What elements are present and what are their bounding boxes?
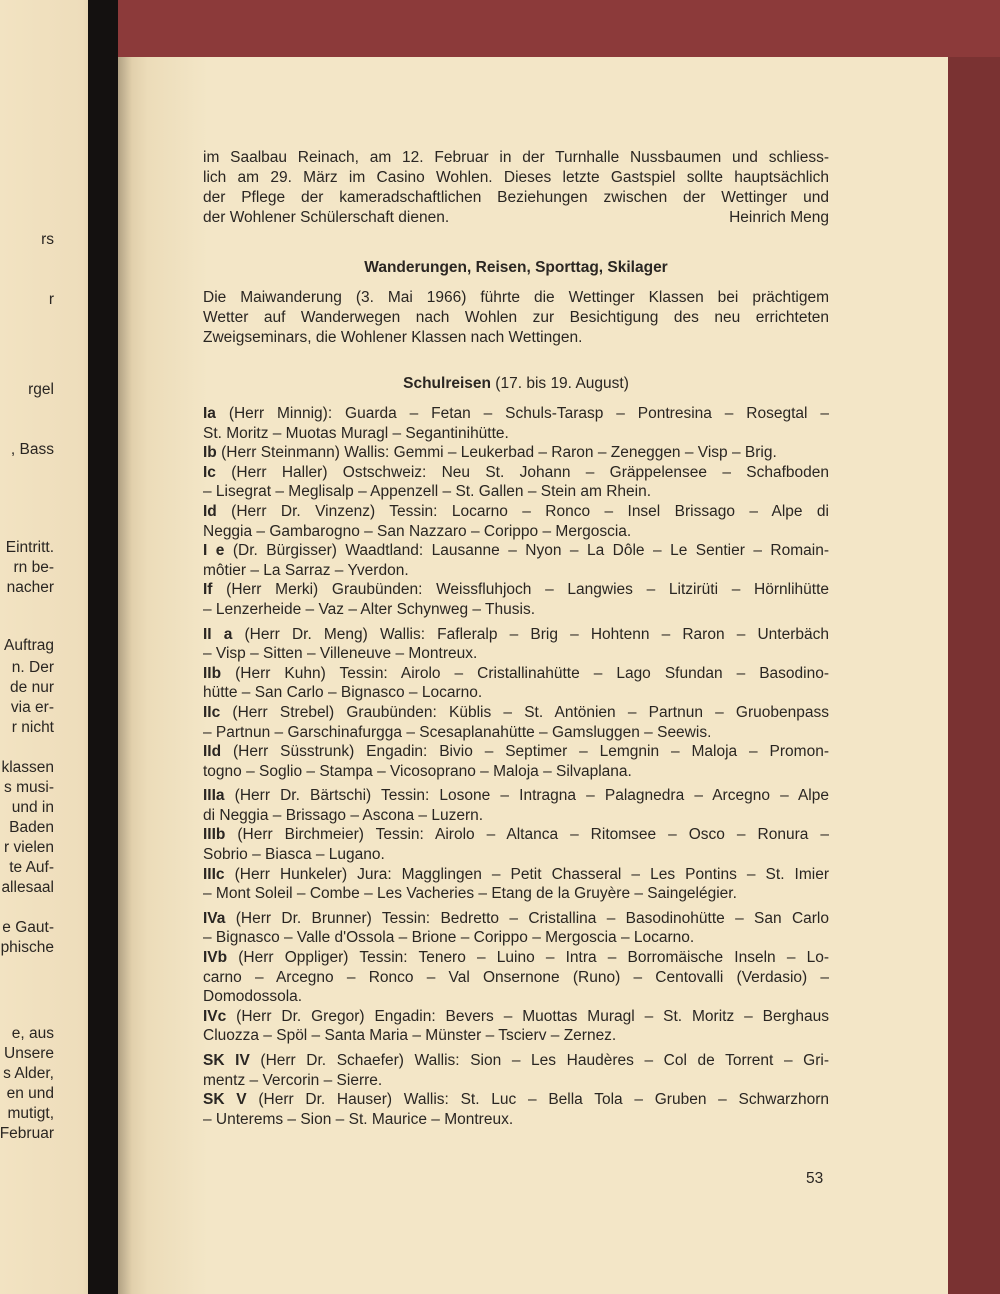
book-cover-right — [948, 57, 1000, 1294]
route-text: – Unterems – Sion – St. Maurice – Montreux. — [203, 1110, 514, 1128]
route-text: togno – Soglio – Stampa – Vicosoprano – Maloja – Silvaplana. — [203, 762, 632, 780]
route-text: (Herr Kuhn) Tessin: Airolo – Cristallinahütte – Lago Sfundan – Basodino- — [221, 664, 829, 682]
class-label: Id — [203, 502, 217, 520]
tour-entry-line — [203, 948, 829, 968]
tour-entry-line — [203, 561, 829, 581]
left-page-fragment: n. Der — [11, 659, 54, 676]
left-page-fragment: r nicht — [11, 719, 54, 736]
schulreisen-heading-bold: Schulreisen — [403, 375, 491, 392]
tour-entry — [203, 703, 829, 742]
left-page-fragment: en und — [6, 1085, 54, 1102]
tour-entry-line — [203, 703, 829, 723]
tour-entry — [203, 1090, 829, 1129]
tour-entry-line — [203, 522, 829, 542]
tour-entry — [203, 580, 829, 619]
tour-entry-line — [203, 1051, 829, 1071]
route-text: (Herr Dr. Schaefer) Wallis: Sion – Les Haudères – Col de Torrent – Gri- — [249, 1052, 830, 1069]
tour-entry-line — [203, 644, 829, 664]
route-text: (Herr Süsstrunk) Engadin: Bivio – Septimer – Lemgnin – Maloja – Promon- — [221, 743, 829, 761]
class-label: IVc — [203, 1007, 227, 1025]
route-text: carno – Arcegno – Ronco – Val Onsernone (Runo) – Centovalli (Verdasio) – — [203, 968, 829, 986]
tour-entry-line — [203, 502, 829, 522]
tour-entry-line — [203, 845, 829, 865]
class-label: Ic — [203, 463, 216, 481]
tour-entry-line — [203, 1007, 829, 1027]
route-text: (Herr Birchmeier) Tessin: Airolo – Altanca – Ritomsee – Osco – Ronura – — [225, 826, 829, 844]
left-page-fragment: de nur — [10, 679, 54, 696]
route-text: di Neggia – Brissago – Ascona – Luzern. — [203, 806, 484, 824]
left-page-fragment: , Bass — [10, 441, 54, 458]
left-page-fragment: rs — [41, 231, 54, 248]
left-page-fragment: Eintritt. — [5, 539, 54, 556]
left-page-fragment: s Alder, — [3, 1065, 54, 1082]
section-heading-text: Wanderungen, Reisen, Sporttag, Skilager — [364, 259, 668, 276]
tour-entry — [203, 463, 829, 502]
class-label: IVa — [203, 909, 226, 927]
left-page-fragment: rgel — [28, 381, 54, 398]
maiwanderung-paragraph — [203, 288, 829, 348]
tour-entry-line — [203, 541, 829, 561]
route-text: Sobrio – Biasca – Lugano. — [203, 846, 385, 864]
tour-entry — [203, 443, 829, 463]
left-page-fragment: mutigt, — [7, 1105, 54, 1122]
intro-line: der Wohlener Schülerschaft dienen. — [203, 209, 450, 226]
tour-entry-line — [203, 600, 829, 620]
class-label: IVb — [203, 949, 228, 967]
tour-entry — [203, 502, 829, 541]
tour-entry — [203, 948, 829, 1007]
tour-entry — [203, 1007, 829, 1046]
route-text: (Herr Dr. Gregor) Engadin: Bevers – Muottas Muragl – St. Moritz – Berghaus — [226, 1007, 829, 1025]
left-page-fragment: Februar — [0, 1125, 54, 1142]
left-page-fragment: te Auf- — [9, 859, 54, 876]
tour-entry-line — [203, 825, 829, 845]
book-cover-top — [118, 0, 1000, 57]
tour-entry-line — [203, 884, 829, 904]
tour-entry — [203, 625, 829, 664]
tour-entry-line — [203, 683, 829, 703]
tour-entry-line — [203, 580, 829, 600]
left-page-fragment: e, aus — [11, 1025, 54, 1042]
route-text: – Mont Soleil – Combe – Les Vacheries – Etang de la Gruyère – Saingelégier. — [203, 885, 737, 903]
class-label: IIIb — [203, 826, 226, 844]
route-text: (Dr. Bürgisser) Waadtland: Lausanne – Nyon – La Dôle – Le Sentier – Romain- — [224, 542, 829, 560]
route-text: Neggia – Gambarogno – San Nazzaro – Corippo – Mergoscia. — [203, 522, 632, 540]
class-label: Ia — [203, 405, 216, 422]
route-text: (Herr Dr. Meng) Wallis: Fafleralp – Brig – Hohtenn – Raron – Unterbäch — [232, 625, 829, 643]
page-number: 53 — [806, 1170, 824, 1187]
tour-entry-line — [203, 482, 829, 502]
left-page-fragment: rn be- — [13, 559, 54, 576]
section-heading — [203, 258, 829, 278]
class-label: If — [203, 581, 213, 599]
route-text: St. Moritz – Muotas Muragl – Segantinihütte. — [203, 424, 509, 442]
tour-entry — [203, 664, 829, 703]
intro-line: im Saalbau Reinach, am 12. Februar in der Turnhalle Nussbaumen und schliess- — [203, 149, 829, 166]
tour-entry — [203, 825, 829, 864]
route-text: (Herr Dr. Hauser) Wallis: St. Luc – Bella Tola – Gruben – Schwarzhorn — [246, 1091, 829, 1109]
left-page-fragment: s musi- — [4, 779, 54, 796]
route-text: – Lenzerheide – Vaz – Alter Schynweg – Thusis. — [203, 600, 536, 618]
tour-entry — [203, 786, 829, 825]
tour-entry-line — [203, 762, 829, 782]
route-text: (Herr Dr. Bärtschi) Tessin: Losone – Intragna – Palagnedra – Arcegno – Alpe — [224, 787, 829, 805]
left-page-fragment: Unsere — [4, 1045, 54, 1062]
tour-entry-line — [203, 625, 829, 645]
route-text: – Partnun – Garschinafurgga – Scesaplanahütte – Gamsluggen – Seewis. — [203, 723, 712, 741]
route-text: (Herr Dr. Vinzenz) Tessin: Locarno – Ronco – Insel Brissago – Alpe di — [216, 502, 829, 520]
tour-entry-line — [203, 987, 829, 1007]
route-text: (Herr Steinmann) Wallis: Gemmi – Leukerbad – Raron – Zeneggen – Visp – Brig. — [216, 444, 777, 462]
book-gutter — [88, 0, 118, 1294]
route-text: (Herr Haller) Ostschweiz: Neu St. Johann – Gräppelensee – Schafboden — [215, 463, 829, 481]
maiwanderung-line: Zweigseminars, die Wohlener Klassen nach Wettingen. — [203, 329, 583, 346]
tour-entry-line — [203, 1090, 829, 1110]
schulreisen-list — [203, 404, 829, 1129]
intro-line: lich am 29. März im Casino Wohlen. Dieses letzte Gastspiel sollte hauptsächlich — [203, 169, 829, 186]
route-text: môtier – La Sarraz – Yverdon. — [203, 561, 409, 579]
schulreisen-heading — [203, 374, 829, 394]
class-label: I e — [203, 542, 225, 560]
route-text: – Bignasco – Valle d'Ossola – Brione – Corippo – Mergoscia – Locarno. — [203, 929, 695, 947]
author-signature: Heinrich Meng — [729, 209, 829, 226]
tour-entry-line — [203, 786, 829, 806]
route-text: Cluozza – Spöl – Santa Maria – Münster – Tscierv – Zernez. — [203, 1027, 617, 1045]
left-page-fragment: klassen — [1, 759, 54, 776]
route-text: Domodossola. — [203, 988, 303, 1006]
intro-paragraph — [203, 148, 829, 228]
tour-entry-line — [203, 742, 829, 762]
tour-entry-line — [203, 968, 829, 988]
class-label: IIIc — [203, 865, 225, 883]
route-text: (Herr Dr. Brunner) Tessin: Bedretto – Cristallina – Basodinohütte – San Carlo — [225, 909, 829, 927]
tour-entry-line — [203, 909, 829, 929]
tour-entry — [203, 865, 829, 904]
left-page-fragment: phische — [0, 939, 54, 956]
class-label: IIb — [203, 664, 222, 682]
tour-entry — [203, 909, 829, 948]
route-text: (Herr Merki) Graubünden: Weissfluhjoch – Langwies – Litzirüti – Hörnlihütte — [212, 581, 829, 599]
tour-entry-line — [203, 424, 829, 444]
route-text: (Herr Strebel) Graubünden: Küblis – St. Antönien – Partnun – Gruobenpass — [220, 703, 829, 721]
tour-entry — [203, 742, 829, 781]
tour-entry-line — [203, 443, 829, 463]
class-label: II a — [203, 625, 233, 643]
class-label: IId — [203, 743, 222, 761]
tour-entry-line — [203, 664, 829, 684]
left-page-fragment: Auftrag — [4, 637, 54, 654]
schulreisen-heading-dates: (17. bis 19. August) — [491, 375, 629, 392]
left-page-fragment: allesaal — [1, 879, 54, 896]
tour-entry-line — [203, 806, 829, 826]
tour-entry-line — [203, 928, 829, 948]
route-text: – Lisegrat – Meglisalp – Appenzell – St. Gallen – Stein am Rhein. — [203, 483, 652, 501]
tour-entry — [203, 1051, 829, 1090]
route-text: (Herr Hunkeler) Jura: Magglingen – Petit Chasseral – Les Pontins – St. Imier — [224, 865, 829, 883]
route-text: hütte – San Carlo – Bignasco – Locarno. — [203, 684, 483, 702]
maiwanderung-line: Die Maiwanderung (3. Mai 1966) führte die Wettinger Klassen bei prächtigem — [203, 289, 829, 306]
left-page-fragment: Baden — [9, 819, 54, 836]
tour-entry-line — [203, 865, 829, 885]
tour-entry — [203, 404, 829, 443]
class-label: SK V — [203, 1091, 247, 1109]
left-page-fragment: r vielen — [4, 839, 54, 856]
left-page-fragment: e Gaut- — [2, 919, 54, 936]
tour-entry-line — [203, 1026, 829, 1046]
route-text: – Visp – Sitten – Villeneuve – Montreux. — [203, 645, 478, 663]
tour-entry-line — [203, 404, 829, 424]
left-page-fragment: via er- — [10, 699, 54, 716]
class-label: IIIa — [203, 787, 225, 805]
left-page-fragment: nacher — [6, 579, 54, 596]
tour-entry-line — [203, 1110, 829, 1130]
maiwanderung-line: Wetter auf Wanderwegen nach Wohlen zur Besichtigung des neu errichteten — [203, 309, 829, 326]
left-page-fragment: und in — [11, 799, 54, 816]
tour-entry — [203, 541, 829, 580]
class-label: Ib — [203, 444, 217, 462]
gutter-shadow — [118, 57, 132, 1294]
tour-entry-line — [203, 1071, 829, 1091]
class-label: SK IV — [203, 1052, 250, 1069]
tour-entry-line — [203, 463, 829, 483]
intro-line-last — [203, 208, 829, 228]
left-page-fragment: r — [48, 291, 54, 308]
tour-entry-line — [203, 723, 829, 743]
intro-line: der Pflege der kameradschaftlichen Beziehungen zwischen der Wettinger und — [203, 189, 829, 206]
route-text: (Herr Minnig): Guarda – Fetan – Schuls-Tarasp – Pontresina – Rosegtal – — [215, 405, 829, 422]
class-label: IIc — [203, 703, 221, 721]
route-text: mentz – Vercorin – Sierre. — [203, 1071, 383, 1089]
route-text: (Herr Oppliger) Tessin: Tenero – Luino – Intra – Borromäische Inseln – Lo- — [227, 949, 829, 967]
